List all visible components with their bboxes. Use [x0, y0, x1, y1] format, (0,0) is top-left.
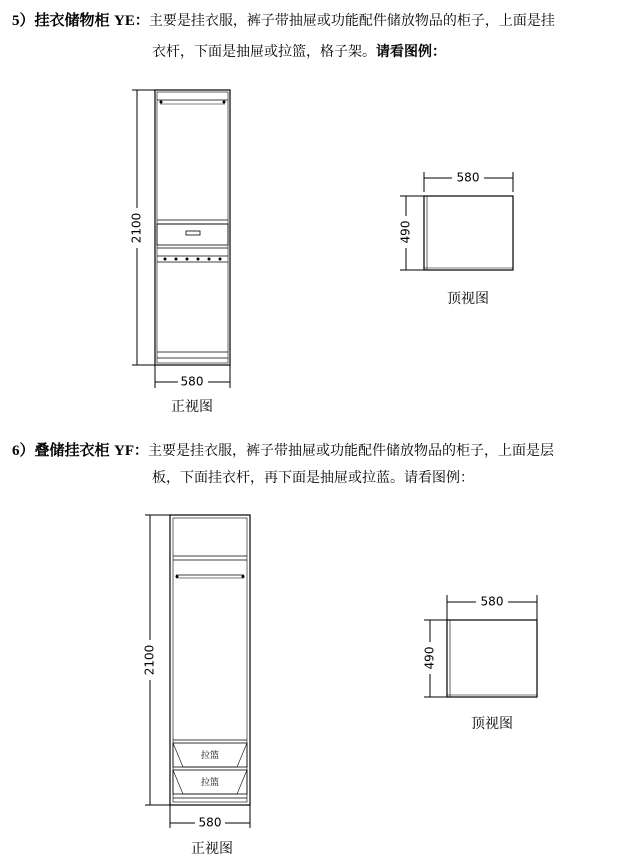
section5-code: YE [113, 13, 135, 29]
fig2-front-caption: 正视图 [191, 841, 233, 857]
fig2-cabinet-outline [170, 515, 250, 805]
section5-colon: ： [134, 13, 149, 29]
fig1-height-label: 2100 [129, 212, 144, 244]
fig1-front-caption: 正视图 [171, 399, 213, 415]
fig2-basket-label-1: 拉篮 [200, 751, 220, 761]
section5-number: 5） [12, 13, 35, 29]
fig2-basket-label-2: 拉篮 [200, 778, 220, 788]
section6-title: 叠储挂衣柜 [34, 441, 110, 459]
fig2-height-label: 2100 [142, 644, 157, 676]
fig2-front-view [142, 515, 250, 857]
fig2-top-depth-label: 490 [422, 646, 437, 670]
section5-desc-line1: 主要是挂衣服，裤子带抽屉或功能配件储放物品的柜子，上面是挂 [148, 13, 555, 29]
fig1-width-label: 580 [180, 374, 204, 389]
fig1-top-width-label: 580 [456, 170, 480, 185]
fig2-top-width-label: 580 [480, 594, 504, 609]
fig2-top-rect [447, 620, 537, 697]
fig2-top-caption: 顶视图 [471, 716, 513, 732]
section5-desc-line2: 衣杆，下面是抽屉或拉篮，格子架。 [152, 44, 376, 60]
fig2-top-view [423, 595, 538, 733]
fig2-width-label: 580 [198, 815, 222, 830]
fig1-front-view [129, 90, 230, 415]
fig1-top-rect [424, 196, 513, 270]
fig1-top-caption: 顶视图 [447, 291, 489, 307]
section6-code: YF [113, 443, 134, 459]
section5-see-example: 请看图例： [376, 44, 446, 60]
section5-title: 挂衣储物柜 [34, 11, 110, 29]
fig1-cabinet-outline [155, 90, 230, 365]
section6-desc-line1: 主要是挂衣服，裤子带抽屉或功能配件储放物品的柜子，上面是层 [147, 443, 554, 459]
fig1-top-depth-label: 490 [398, 220, 413, 244]
section6-desc-line2: 板，下面挂衣杆，再下面是抽屉或拉蓝。请看图例： [152, 470, 474, 486]
section6-colon: ： [133, 443, 148, 459]
section6-number: 6） [12, 443, 35, 459]
fig1-top-view [399, 171, 514, 308]
